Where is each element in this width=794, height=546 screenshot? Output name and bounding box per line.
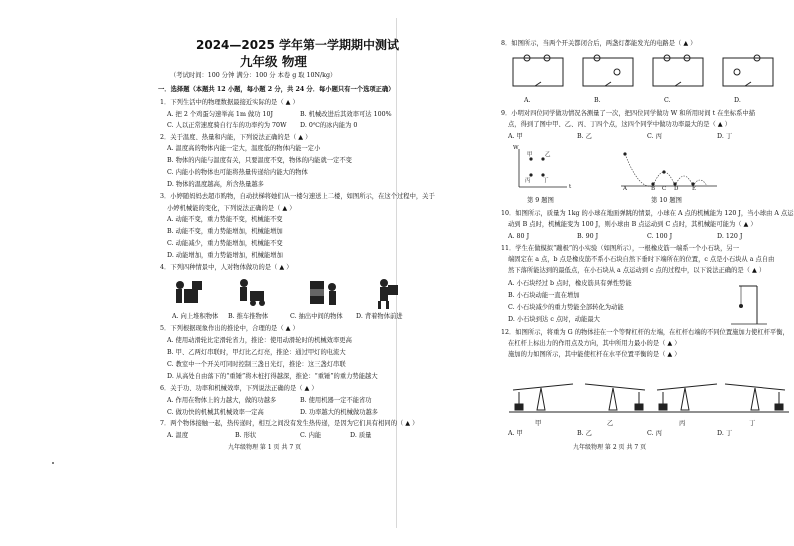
q12-stem-2: 在杠杆上标出力的作用点及方向，其中所用力最小的是（ ▲ ）	[508, 340, 681, 347]
exam-title: 2024—2025 学年第一学期期中测试	[196, 38, 399, 52]
q12-figure-label-d: 丁	[749, 420, 756, 427]
q4-option-a[interactable]: A. 向上堆积物体	[172, 313, 219, 320]
q12-stem: 12．如图所示，将重为 G 的物体挂在一个等臂杠杆的左端，在杠杆右端的不同位置施加力使杠杆平衡，	[501, 329, 789, 336]
q10-option-a[interactable]: A. 80 J	[508, 233, 530, 240]
q4-figure-b	[240, 279, 265, 306]
q6-stem: 6．关于功、功率和机械效率，下列说法正确的是（ ▲ ）	[160, 385, 318, 392]
q11-stem: 11．学生在做模拟“蹦极”的小实验（如图所示），一根橡皮筋一端系一个小石块，另一	[501, 245, 739, 252]
fig10-label-a: A	[623, 186, 627, 192]
fig10-label-d: D	[674, 186, 679, 192]
q4-option-b[interactable]: B. 推车推物体	[228, 313, 269, 320]
q10-option-d[interactable]: D. 120 J	[717, 233, 743, 240]
q7-option-c[interactable]: C. 内能	[300, 432, 322, 439]
q7-option-d[interactable]: D. 质量	[350, 432, 372, 439]
q11-option-a[interactable]: A. 小石块经过 b 点时，橡皮筋具有弹性势能	[508, 280, 632, 287]
q1-option-c[interactable]: C. 人以正常速度骑自行车的功率约为 70W	[167, 122, 287, 129]
q6-option-b[interactable]: B. 使用机器一定不能省功	[300, 397, 372, 404]
q12-figure-label-c: 丙	[679, 420, 686, 427]
fig9-point-ding: 丁	[543, 178, 549, 184]
q5-option-a[interactable]: A. 使用动滑轮比定滑轮省力，推论：使用动滑轮时的机械效率更高	[167, 337, 352, 344]
q5-stem: 5．下列根据现象作出的推论中，合理的是（ ▲ ）	[160, 325, 299, 332]
q11-bungee-figure	[727, 282, 771, 326]
q10-stem: 10．如图所示，质量为 1kg 的小球在地面弹跳的情景，小球在 A 点的机械能为 120 J，当小球由 A 点运	[501, 210, 794, 217]
q12-figure-label-a: 甲	[535, 420, 542, 427]
q7-option-a[interactable]: A. 温度	[167, 432, 189, 439]
fig10-bounce	[619, 150, 719, 190]
q7-stem: 7．两个物体接触一起，热传递时，相互之间没有发生热传递，是因为它们具有相同的（ ▲ ）	[160, 420, 419, 427]
q12-option-a[interactable]: A. 甲	[508, 430, 523, 437]
exam-page-right	[397, 0, 794, 546]
q8-option-d[interactable]: D.	[734, 97, 741, 104]
q1-option-a[interactable]: A. 把 2 个鸡蛋匀速举高 1m 做功 10J	[167, 111, 274, 118]
q7-option-b[interactable]: B. 形状	[235, 432, 257, 439]
q4-option-c[interactable]: C. 抽出中间的物体	[290, 313, 343, 320]
fig9-point-jia: 甲	[527, 152, 533, 158]
q11-stem-2: 端固定在 a 点，b 点是橡皮筋不系小石块自然下垂时下端所在的位置，c 点是小石块从 a 点自由	[508, 256, 775, 263]
fig9-caption: 第 9 题图	[527, 197, 554, 204]
circuit-d	[723, 58, 773, 86]
q6-option-c[interactable]: C. 做功快的机械其机械效率一定高	[167, 409, 264, 416]
q11-option-c[interactable]: C. 小石块减少的重力势能全部转化为动能	[508, 304, 624, 311]
q4-option-d[interactable]: D. 背着物体前进	[356, 313, 403, 320]
q9-option-d[interactable]: D. 丁	[717, 133, 733, 140]
q8-circuits	[507, 52, 787, 94]
q5-option-c[interactable]: C. 教室中一个开关可同时控制三盏日光灯，推论：这三盏灯串联	[167, 361, 346, 368]
lever-c	[657, 384, 717, 390]
q12-option-d[interactable]: D. 丁	[717, 430, 733, 437]
q5-option-d[interactable]: D. 从高处自由落下的“重锤”将木桩打得越深，推论：“重锤”的重力势能越大	[167, 373, 378, 380]
q9-option-a[interactable]: A. 甲	[508, 133, 523, 140]
q12-option-b[interactable]: B. 乙	[577, 430, 592, 437]
fig9-graph	[511, 145, 571, 193]
scan-speck	[52, 462, 54, 464]
q10-option-c[interactable]: C. 100 J	[647, 233, 673, 240]
fig10-label-c: C	[662, 186, 667, 192]
lever-a	[513, 384, 573, 390]
footer-right: 九年级物理 第 2 页 共 7 页	[573, 444, 647, 451]
q8-option-b[interactable]: B.	[594, 97, 601, 104]
fig9-y-label: W	[513, 145, 519, 151]
footer-left: 九年级物理 第 1 页 共 7 页	[228, 444, 302, 451]
fig10-label-e: E	[692, 186, 697, 192]
q9-option-c[interactable]: C. 丙	[647, 133, 662, 140]
q3-option-a[interactable]: A. 动能不变，重力势能不变，机械能不变	[167, 216, 283, 223]
lever-b	[585, 384, 645, 390]
q8-option-a[interactable]: A.	[524, 97, 531, 104]
q4-stem: 4．下列四种情景中，人对物体做功的是（ ▲ ）	[160, 264, 293, 271]
exam-subject: 九年级 物理	[240, 54, 307, 69]
q2-stem: 2．关于温度、热量和内能，下列说法正确的是（ ▲ ）	[160, 134, 312, 141]
q10-option-b[interactable]: B. 90 J	[577, 233, 599, 240]
q4-figure-d	[378, 279, 398, 309]
q3-stem-2: 小婷机械能的变化，下列说法正确的是（ ▲ ）	[167, 205, 296, 212]
q4-figure-a	[176, 281, 202, 303]
q2-option-a[interactable]: A. 温度高的物体内能一定大，温度低的物体内能一定小	[167, 145, 321, 152]
q1-stem: 1．下列生活中的物理数据最接近实际的是（ ▲ ）	[160, 99, 299, 106]
q3-stem: 3．小婷随妈妈去超市购物，自动扶梯将她们从一楼匀速送上二楼，如图所示，在这个过程中，关于	[160, 193, 435, 200]
fig9-point-bing: 丙	[525, 178, 531, 184]
q11-option-d[interactable]: D. 小石块到达 c 点时，动能最大	[508, 316, 600, 323]
q6-option-d[interactable]: D. 功率越大的机械做功越多	[300, 409, 379, 416]
q12-figure-label-b: 乙	[607, 420, 614, 427]
q3-option-c[interactable]: C. 动能减少，重力势能增加，机械能不变	[167, 240, 283, 247]
q3-option-b[interactable]: B. 动能不变，重力势能增加，机械能增加	[167, 228, 283, 235]
q12-lever-figures	[509, 364, 789, 420]
q4-figures	[170, 275, 400, 311]
q8-option-c[interactable]: C.	[664, 97, 671, 104]
q2-option-d[interactable]: D. 物体的温度越高，所含热量越多	[167, 181, 264, 188]
q9-stem-2: 点，得到了图中甲、乙、丙、丁四个点，这四个同学中做功功率最大的是（ ▲ ）	[508, 121, 731, 128]
q12-option-c[interactable]: C. 丙	[647, 430, 662, 437]
q11-option-b[interactable]: B. 小石块动能一直在增加	[508, 292, 580, 299]
exam-info: （考试时间：100 分钟 满分：100 分 本卷 g 取 10N/kg）	[170, 72, 337, 79]
fig9-x-label: t	[569, 184, 572, 190]
fig9-point-yi: 乙	[545, 152, 551, 158]
q1-option-b[interactable]: B. 机械改进后其效率可达 100%	[300, 111, 392, 118]
q12-stem-3: 施加的力如图所示，其中能使杠杆在水平位置平衡的是（ ▲ ）	[508, 351, 681, 358]
q1-option-d[interactable]: D. 0℃的冰内能为 0	[300, 122, 358, 129]
q5-option-b[interactable]: B. 甲、乙两灯串联时，甲灯比乙灯亮，推论：通过甲灯的电流大	[167, 349, 346, 356]
circuit-a	[513, 58, 563, 86]
q10-stem-2: 动到 B 点时，机械能变为 100 J，则小球由 B 点运动到 C 点时，其机械能可能为（ ▲ ）	[508, 221, 757, 228]
fig10-label-b: B	[651, 186, 656, 192]
q9-stem: 9．小明对四位同学做功情况各测量了一次，把四位同学做功 W 和所用时间 t 在坐标系中描	[501, 110, 755, 117]
q8-stem: 8．如图所示，当两个开关都闭合后，两盏灯都能发光的电路是（ ▲ ）	[501, 40, 697, 47]
section-heading: 一．选择题（本题共 12 小题，每小题 2 分，共 24 分．每小题只有一个选项正确）	[158, 86, 395, 93]
circuit-b	[583, 58, 633, 86]
fig10-caption: 第 10 题图	[651, 197, 682, 204]
q9-option-b[interactable]: B. 乙	[577, 133, 592, 140]
q2-option-b[interactable]: B. 物体的内能与温度有关，只要温度不变，物体的内能就一定不变	[167, 157, 352, 164]
q2-option-c[interactable]: C. 内能小的物体也可能将热量传递给内能大的物体	[167, 169, 308, 176]
circuit-c	[653, 58, 703, 86]
q6-option-a[interactable]: A. 作用在物体上的力越大，做的功越多	[167, 397, 277, 404]
q4-figure-c	[310, 281, 336, 305]
q11-stem-3: 然下落所能达到的最低点，在小石块从 a 点运动到 c 点的过程中，以下说法正确的是（ ▲ ）	[508, 267, 766, 274]
q3-option-d[interactable]: D. 动能增加，重力势能增加，机械能增加	[167, 252, 283, 259]
